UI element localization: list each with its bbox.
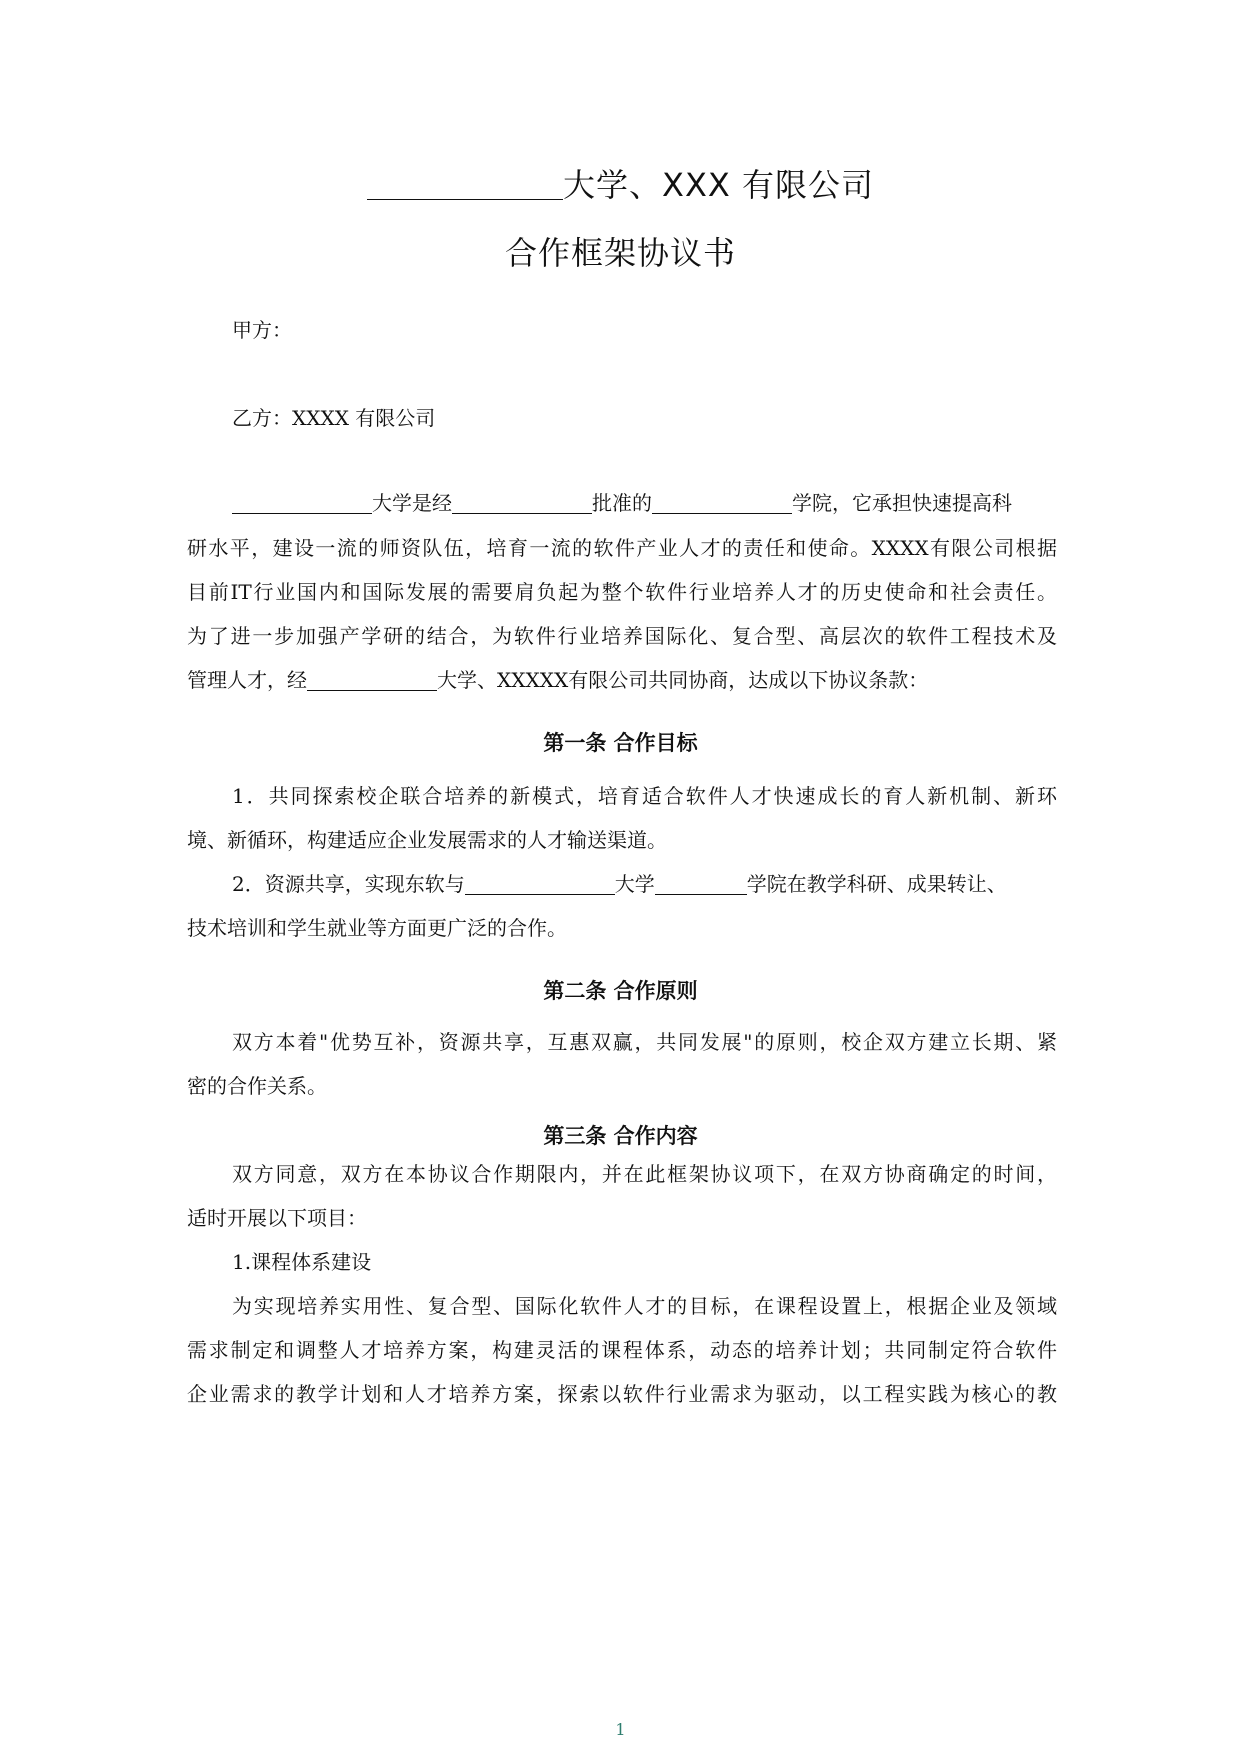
article-3-paragraph-line-2: 需求制定和调整人才培养方案，构建灵活的课程体系，动态的培养计划；共同制定符合软件 xyxy=(187,1338,1057,1362)
title-suffix: 大学、XXX 有限公司 xyxy=(563,166,874,204)
document-title-line1 xyxy=(0,160,1241,206)
intro-line-5 xyxy=(187,670,1057,691)
blank-university xyxy=(465,874,615,895)
article-2-heading: 第二条 合作原则 xyxy=(543,978,698,1003)
article-1-heading: 第一条 合作目标 xyxy=(543,730,698,755)
party-b: 乙方：XXXX 有限公司 xyxy=(232,406,436,430)
intro-line-1 xyxy=(232,493,1057,514)
blank-college xyxy=(655,874,747,895)
article-3-heading: 第三条 合作内容 xyxy=(543,1123,698,1148)
article-2-line-2: 密的合作关系。 xyxy=(187,1074,327,1098)
article-2-line-1: 双方本着"优势互补，资源共享，互惠双赢，共同发展"的原则，校企双方建立长期、紧 xyxy=(232,1030,1057,1054)
intro-text: 大学、XXXXX有限公司共同协商，达成以下协议条款： xyxy=(437,668,929,692)
article-1-item-2-line-1 xyxy=(232,874,1057,895)
intro-line-3: 目前IT行业国内和国际发展的需要肩负起为整个软件行业培养人才的历史使命和社会责任。 xyxy=(187,580,1057,604)
intro-text: 学院，它承担快速提高科 xyxy=(792,491,1012,515)
article-3-paragraph-line-1: 为实现培养实用性、复合型、国际化软件人才的目标，在课程设置上，根据企业及领域 xyxy=(232,1294,1057,1318)
page-number: 1 xyxy=(615,1720,626,1739)
article-3-paragraph-line-3: 企业需求的教学计划和人才培养方案，探索以软件行业需求为驱动，以工程实践为核心的教 xyxy=(187,1382,1057,1406)
intro-line-4: 为了进一步加强产学研的结合，为软件行业培养国际化、复合型、高层次的软件工程技术及 xyxy=(187,624,1057,648)
item-text: 2．资源共享，实现东软与 xyxy=(232,872,465,896)
party-a: 甲方： xyxy=(232,318,292,342)
blank-approver xyxy=(452,493,592,514)
article-1-item-1-line-1: 1．共同探索校企联合培养的新模式，培育适合软件人才快速成长的育人新机制、新环 xyxy=(232,784,1057,808)
intro-text: 批准的 xyxy=(592,491,652,515)
intro-line-2: 研水平，建设一流的师资队伍，培育一流的软件产业人才的责任和使命。XXXX有限公司根据 xyxy=(187,536,1057,560)
article-1-item-1-line-2: 境、新循环，构建适应企业发展需求的人才输送渠道。 xyxy=(187,828,667,852)
document-title-line2: 合作框架协议书 xyxy=(504,234,736,272)
blank-college xyxy=(652,493,792,514)
article-3-line-1: 双方同意，双方在本协议合作期限内，并在此框架协议项下，在双方协商确定的时间， xyxy=(232,1162,1057,1186)
blank-university-name xyxy=(367,167,563,200)
blank-university xyxy=(232,493,372,514)
intro-text: 管理人才，经 xyxy=(187,668,307,692)
intro-text: 大学是经 xyxy=(372,491,452,515)
blank-university xyxy=(307,670,437,691)
item-text: 大学 xyxy=(614,872,655,896)
item-text: 学院在教学科研、成果转让、 xyxy=(746,872,1007,896)
article-3-item-1-title: 1.课程体系建设 xyxy=(232,1250,372,1274)
article-1-item-2-line-2: 技术培训和学生就业等方面更广泛的合作。 xyxy=(187,916,567,940)
article-3-line-2: 适时开展以下项目： xyxy=(187,1206,367,1230)
